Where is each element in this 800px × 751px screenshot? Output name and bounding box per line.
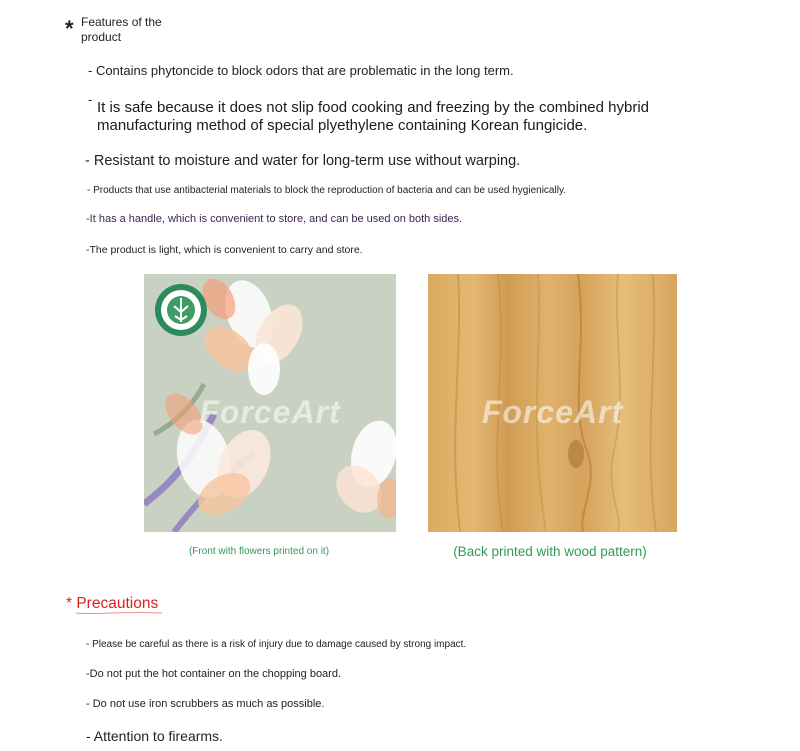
front-caption: (Front with flowers printed on it) — [188, 546, 330, 557]
precaution-item-iron-scrubbers: - Do not use iron scrubbers as much as possible. — [86, 698, 325, 710]
precautions-underline — [76, 612, 162, 614]
feature-item-handle: -It has a handle, which is convenient to store, and can be used on both sides. — [86, 213, 463, 225]
feature-dash-mark: - — [88, 92, 93, 107]
feature-item-light: -The product is light, which is convenient to carry and store. — [86, 244, 363, 256]
back-wood-image — [428, 274, 677, 532]
features-title: Features of the product — [81, 15, 162, 44]
watermark-front: ForceArt — [199, 394, 341, 430]
precaution-item-impact: - Please be careful as there is a risk of injury due to damage caused by strong impact. — [86, 639, 467, 650]
back-caption: (Back printed with wood pattern) — [453, 544, 647, 559]
feature-item-phytoncide: - Contains phytoncide to block odors that are problematic in the long term. — [88, 63, 514, 78]
feature-item-moisture: - Resistant to moisture and water for long-term use without warping. — [85, 153, 521, 169]
certification-seal-icon — [155, 284, 207, 336]
asterisk-icon: * — [65, 16, 74, 41]
watermark-back: ForceArt — [481, 394, 624, 430]
precaution-item-hot-container: -Do not put the hot container on the chopping board. — [86, 668, 342, 680]
precautions-title: * Precautions — [66, 595, 159, 612]
feature-item-safe: It is safe because it does not slip food cooking and freezing by the combined hybrid manufacturing method of special plyethylene containing Korean fungicide. — [97, 99, 650, 134]
feature-item-antibacterial: - Products that use antibacterial materials to block the reproduction of bacteria and can be used hygienically. — [87, 185, 566, 196]
precaution-item-firearms: - Attention to firearms. — [86, 728, 223, 744]
front-flower-image — [144, 274, 396, 532]
